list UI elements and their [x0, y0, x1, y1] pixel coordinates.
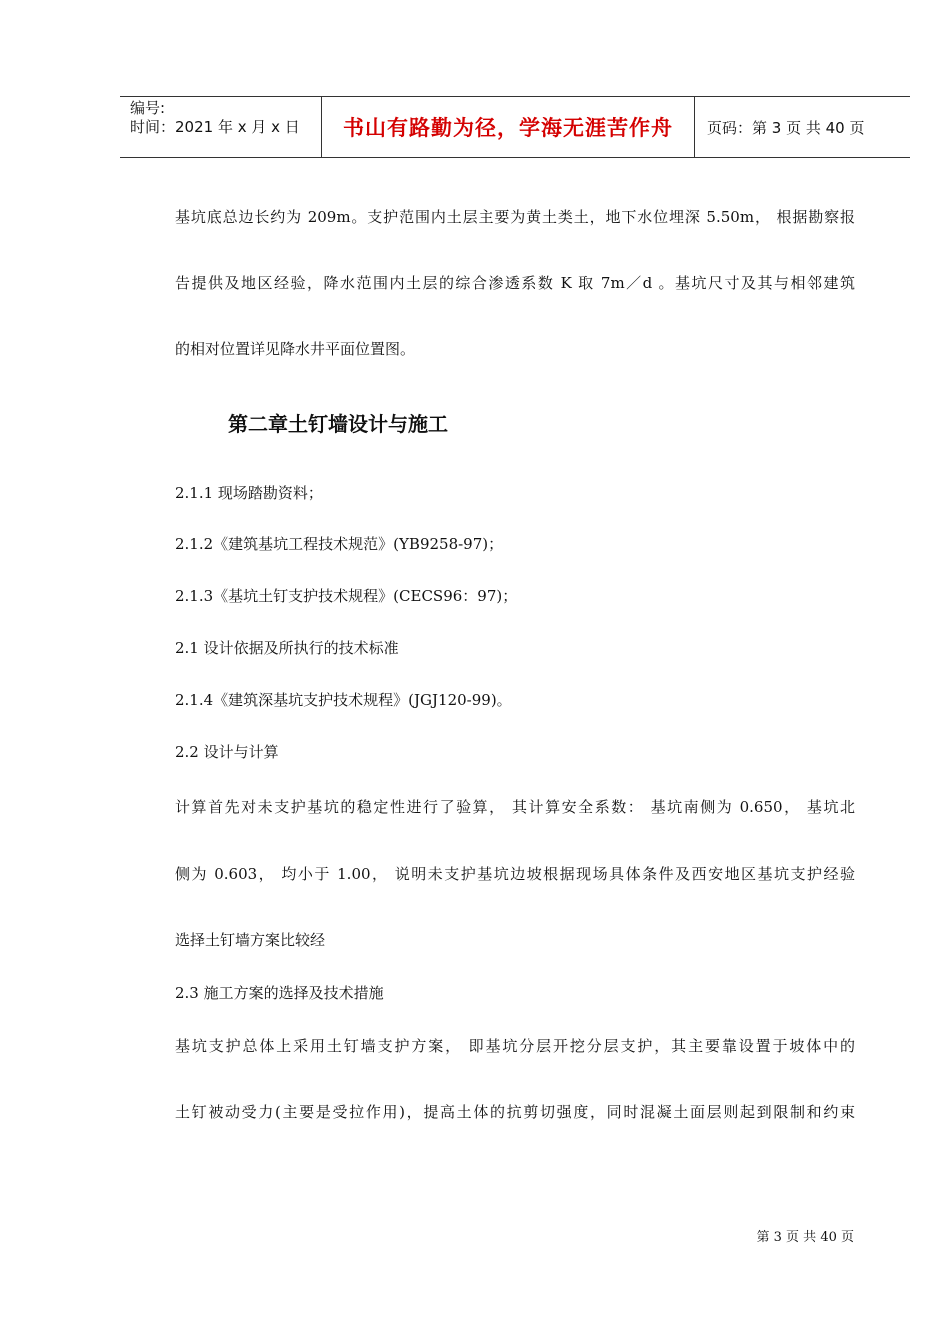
header-page-cell: [695, 97, 910, 157]
paragraph-2-line-2: 侧为 0.603， 均小于 1.00， 说明未支护基坑边坡根据现场具体条件及西安地区基坑支护经验: [175, 865, 855, 883]
item-2-1-4: 2.1.4《建筑深基坑支护技术规程》(JGJ120-99)。: [175, 691, 512, 709]
paragraph-3-line-2: 土钉被动受力(主要是受拉作用)，提高土体的抗剪切强度，同时混凝土面层则起到限制和约束: [175, 1103, 855, 1121]
item-2-1-3: 2.1.3《基坑土钉支护技术规程》(CECS96：97)；: [175, 587, 518, 605]
header-motto: 书山有路勤为径，学海无涯苦作舟: [343, 116, 673, 140]
page-header: [120, 96, 910, 158]
chapter-heading: 第二章土钉墙设计与施工: [228, 412, 448, 436]
page-footer: 第 3 页 共 40 页: [756, 1230, 854, 1245]
paragraph-2-line-3: 选择土钉墙方案比较经: [175, 931, 326, 949]
paragraph-1-line-1: 基坑底总边长约为 209m。支护范围内土层主要为黄土类土，地下水位埋深 5.50m， 根据勘察报: [175, 208, 855, 226]
item-2-1-2: 2.1.2《建筑基坑工程技术规范》(YB9258-97)；: [175, 535, 504, 553]
document-time: 时间：2021 年 x 月 x 日: [130, 118, 300, 136]
paragraph-3-line-1: 基坑支护总体上采用土钉墙支护方案， 即基坑分层开挖分层支护，其主要靠设置于坡体中的: [175, 1037, 855, 1055]
header-info-cell: [120, 97, 322, 157]
item-2-1-1: 2.1.1 现场踏勘资料；: [175, 484, 323, 502]
item-2-2: 2.2 设计与计算: [175, 743, 279, 761]
header-motto-cell: [322, 97, 695, 157]
header-page-code: 页码：第 3 页 共 40 页: [707, 118, 865, 137]
paragraph-1-line-3: 的相对位置详见降水井平面位置图。: [175, 340, 416, 358]
section-2-3: 2.3 施工方案的选择及技术措施: [175, 984, 384, 1002]
paragraph-2-line-1: 计算首先对未支护基坑的稳定性进行了验算， 其计算安全系数： 基坑南侧为 0.650， 基坑北: [175, 798, 855, 816]
paragraph-1-line-2: 告提供及地区经验，降水范围内土层的综合渗透系数 K 取 7m／d 。基坑尺寸及其与相邻建筑: [175, 274, 855, 292]
document-number-label: 编号:: [130, 99, 166, 117]
item-2-1: 2.1 设计依据及所执行的技术标准: [175, 639, 399, 657]
